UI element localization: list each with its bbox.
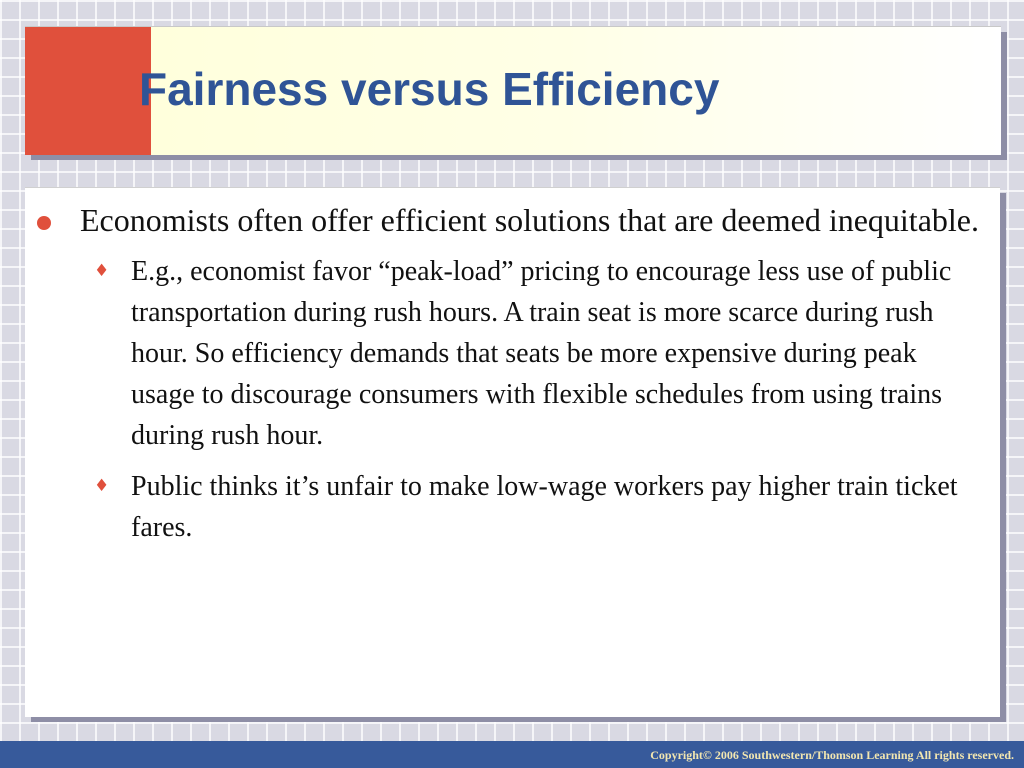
sub-bullet-text: E.g., economist favor “peak-load” pricing to encourage less use of public transportation during rush hours. A train seat is more scarce during rush hour. So efficiency demands that seats be more expensive during peak usage to discourage consumers with flexible schedules from using trains during rush hour. <box>131 256 952 451</box>
copyright-notice: Copyright© 2006 Southwestern/Thomson Learning All rights reserved. <box>650 748 1014 762</box>
title-accent-block <box>25 27 151 155</box>
sub-bullet-item <box>80 466 980 548</box>
sub-bullet-text: Public thinks it’s unfair to make low-wage workers pay higher train ticket fares. <box>131 471 958 543</box>
diamond-bullet-icon: ♦ <box>94 476 110 496</box>
bullet-dot-icon <box>37 216 51 230</box>
bullet-item <box>25 200 1000 548</box>
slide-title: Fairness versus Efficiency <box>139 63 720 115</box>
bullet-text: Economists often offer efficient solutions that are deemed inequitable. <box>80 202 979 238</box>
sub-bullet-list <box>80 251 980 548</box>
footer-bar <box>0 741 1024 768</box>
sub-bullet-item <box>80 251 980 456</box>
content-box <box>25 187 1000 717</box>
bullet-list <box>25 200 1000 558</box>
diamond-bullet-icon: ♦ <box>94 261 110 281</box>
